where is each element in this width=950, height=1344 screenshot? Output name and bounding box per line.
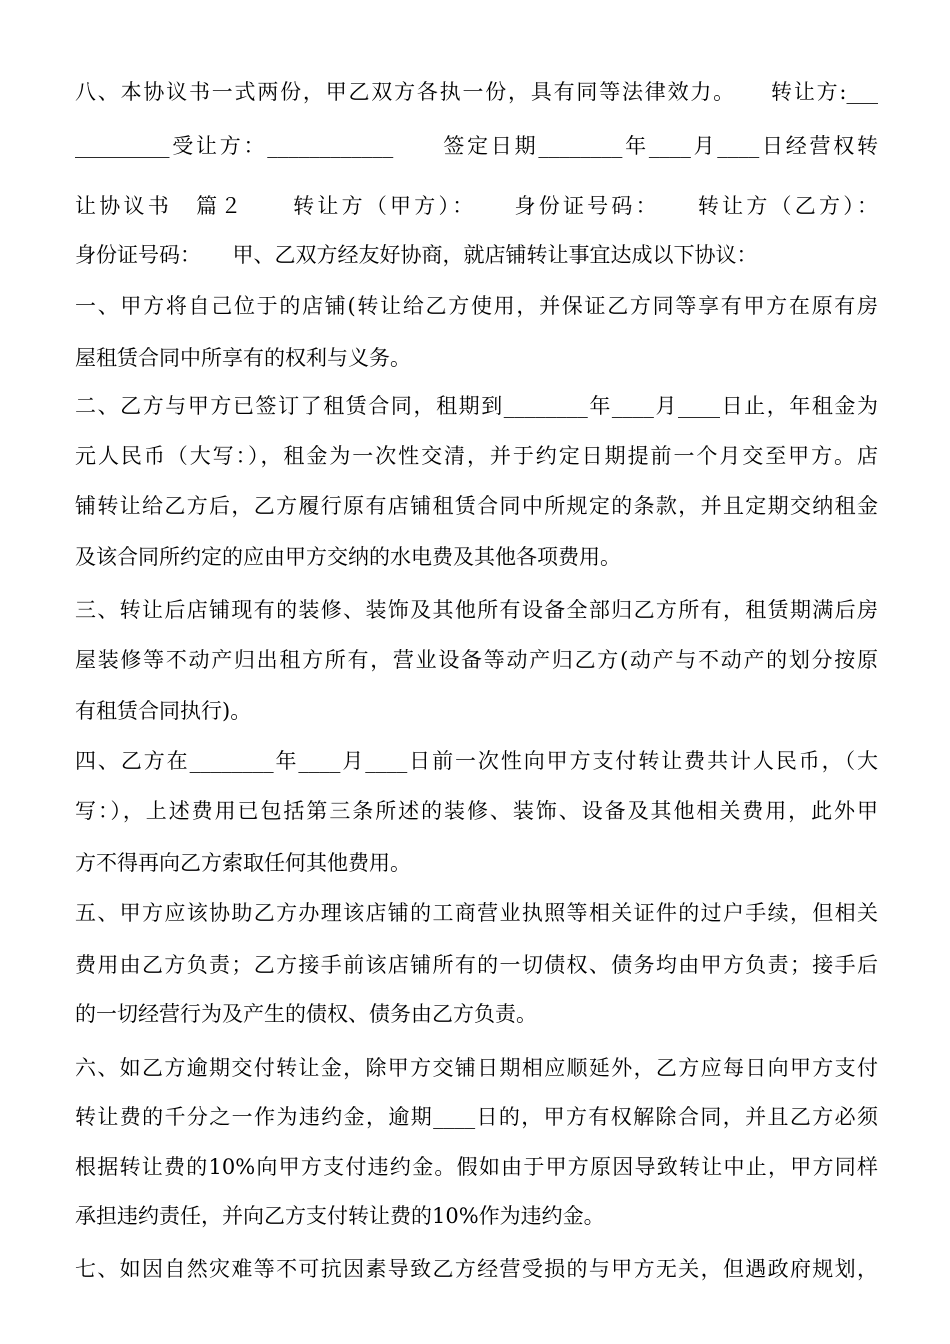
text-line: 屋装修等不动产归出租方所有，营业设备等动产归乙方(动产与不动产的划分按原 <box>75 648 878 672</box>
text-line: 屋租赁合同中所享有的权利与义务。 <box>75 346 411 370</box>
text-line: 五、甲方应该协助乙方办理该店铺的工商营业执照等相关证件的过户手续，但相关 <box>75 901 878 925</box>
text-line: 写：），上述费用已包括第三条所述的装修、装饰、设备及其他相关费用，此外甲 <box>75 799 878 823</box>
text-line: _________受让方：____________ 签定日期________年____月____日经营权转 <box>75 134 878 158</box>
text-line: 及该合同所约定的应由甲方交纳的水电费及其他各项费用。 <box>75 545 621 569</box>
text-line: 承担违约责任，并向乙方支付转让费的10%作为违约金。 <box>75 1204 605 1228</box>
text-line: 二、乙方与甲方已签订了租赁合同，租期到________年____月____日止，年租金为 <box>75 394 878 418</box>
text-line: 元人民币（大写：），租金为一次性交清，并于约定日期提前一个月交至甲方。店 <box>75 444 878 468</box>
text-line: 方不得再向乙方索取任何其他费用。 <box>75 851 411 875</box>
text-line: 七、如因自然灾难等不可抗因素导致乙方经营受损的与甲方无关，但遇政府规划， <box>75 1257 878 1281</box>
text-line: 让协议书 篇２ 转让方（甲方）： 身份证号码： 转让方（乙方）： <box>75 194 878 218</box>
text-line: 身份证号码： 甲、乙双方经友好协商，就店铺转让事宜达成以下协议： <box>75 243 758 267</box>
text-line: 的一切经营行为及产生的债权、债务由乙方负责。 <box>75 1002 537 1026</box>
text-line: 费用由乙方负责；乙方接手前该店铺所有的一切债权、债务均由甲方负责；接手后 <box>75 953 878 977</box>
text-line: 有租赁合同执行)。 <box>75 699 252 723</box>
text-line: 根据转让费的10%向甲方支付违约金。假如由于甲方原因导致转让中止，甲方同样 <box>75 1155 878 1179</box>
text-line: 转让费的千分之一作为违约金，逾期____日的，甲方有权解除合同，并且乙方必须 <box>75 1105 878 1129</box>
text-line: 六、如乙方逾期交付转让金，除甲方交铺日期相应顺延外，乙方应每日向甲方支付 <box>75 1056 878 1080</box>
text-line: 铺转让给乙方后，乙方履行原有店铺租赁合同中所规定的条款，并且定期交纳租金 <box>75 494 878 518</box>
text-line: 三、转让后店铺现有的装修、装饰及其他所有设备全部归乙方所有，租赁期满后房 <box>75 598 878 622</box>
text-line: 八、本协议书一式两份，甲乙双方各执一份，具有同等法律效力。 转让方:___ <box>75 80 878 104</box>
text-line: 四、乙方在________年____月____日前一次性向甲方支付转让费共计人民币，（大 <box>75 749 878 773</box>
text-line: 一、甲方将自己位于的店铺(转让给乙方使用，并保证乙方同等享有甲方在原有房 <box>75 294 878 318</box>
